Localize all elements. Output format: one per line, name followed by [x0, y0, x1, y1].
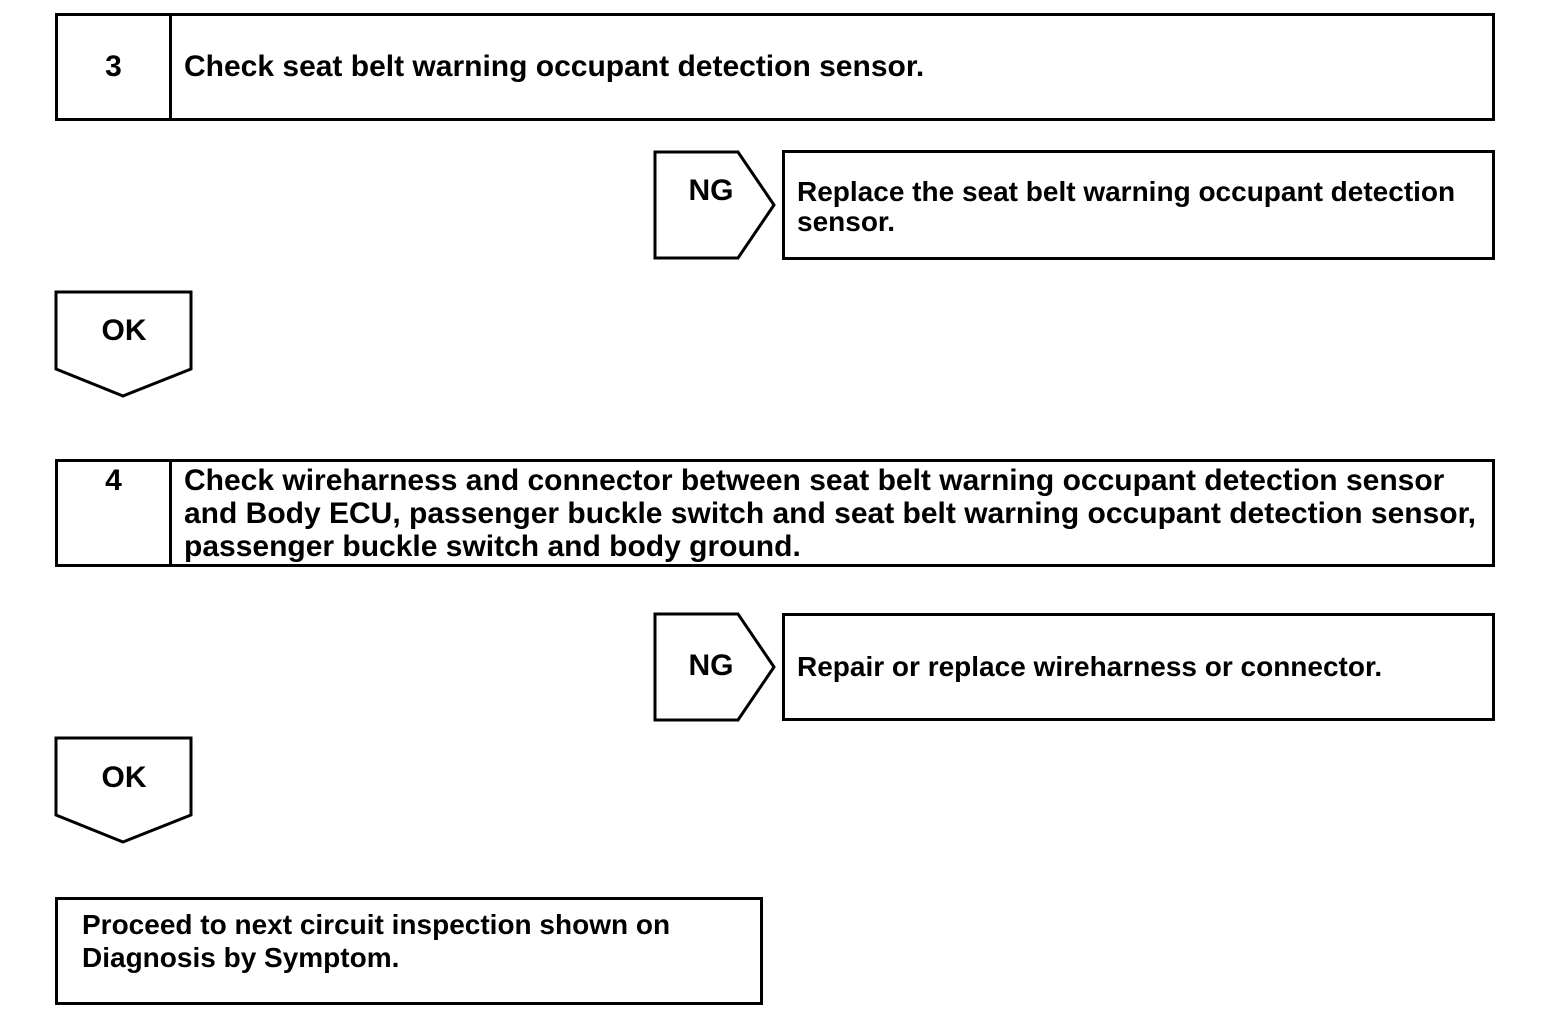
final-box: [55, 897, 763, 1005]
ng-action-4-text: Repair or replace wireharness or connector.: [797, 651, 1383, 682]
step-4-box: [55, 459, 1495, 567]
step-3-title: Check seat belt warning occupant detection sensor.: [184, 50, 925, 83]
step-3-number: 3: [58, 16, 172, 118]
step-4-number: 4: [58, 462, 172, 564]
ng-action-3-text: Replace the seat belt warning occupant detection sensor.: [797, 176, 1456, 237]
step-4-title: Check wireharness and connector between seat belt warning occupant detection sensor and Body ECU, passenger buckle switch and seat belt warning occupant detection sensor, passenger buckle switch and body ground.: [184, 464, 1476, 563]
final-text: Proceed to next circuit inspection shown on Diagnosis by Symptom.: [82, 909, 671, 973]
ok-label-3: OK: [101, 314, 147, 347]
ng-label-3: NG: [688, 174, 734, 207]
ng-label-4: NG: [688, 649, 734, 682]
ok-label-4: OK: [101, 761, 147, 794]
ng-action-4-box: [782, 613, 1495, 721]
step-3-box: [55, 13, 1495, 121]
ng-action-3-box: [782, 150, 1495, 260]
